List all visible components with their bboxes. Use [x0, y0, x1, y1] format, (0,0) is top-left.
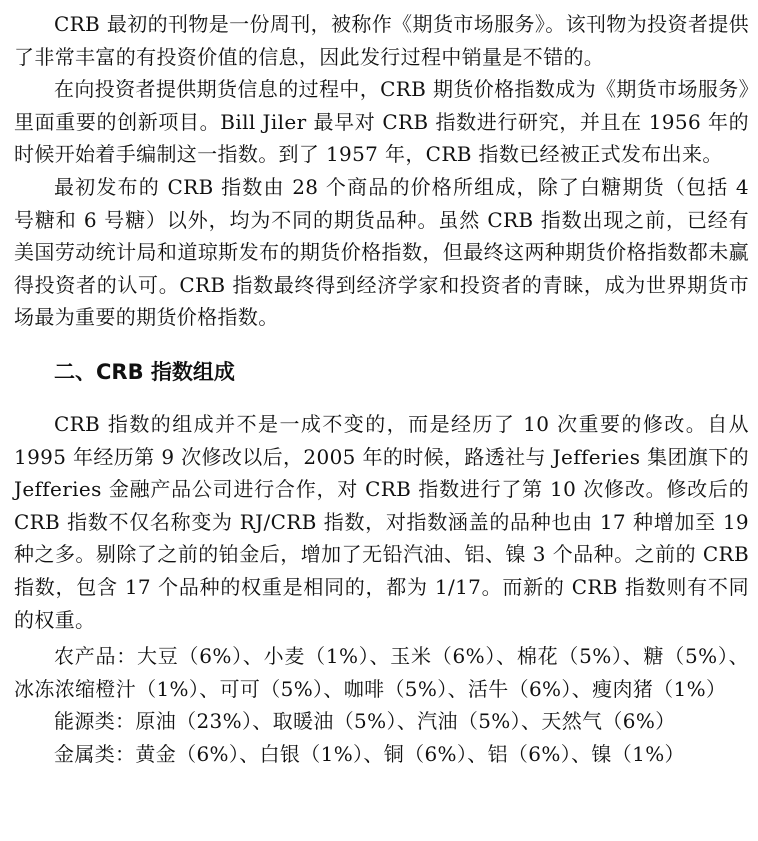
spacer	[14, 388, 749, 408]
section-heading: 二、CRB 指数组成	[54, 359, 235, 384]
weights-agriculture: 农产品：大豆（6%）、小麦（1%）、玉米（6%）、棉花（5%）、糖（5%）、冰冻浓缩橙汁（1%）、可可（5%）、咖啡（5%）、活牛（6%）、瘦肉猪（1%）	[14, 644, 749, 701]
paragraph-crb-revisions: CRB 指数的组成并不是一成不变的，而是经历了 10 次重要的修改。自从 1995 年经历第 9 次修改以后，2005 年的时候，路透社与 Jefferies 集团旗下的 Jefferies 金融产品公司进行合作，对 CRB 指数进行了第 10 次修改。修改后的 CRB 指数不仅名称变为 RJ/CRB 指数，对指数涵盖的品种也由 17 种增加至 19 种之多。剔除了之前的铂金后，增加了无铅汽油、铝、镍 3 个品种。之前的 CRB 指数，包含 17 个品种的权重是相同的，都为 1/17。而新的 CRB 指数则有不同的权重。	[14, 411, 749, 632]
paragraph-crb-weekly: CRB 最初的刊物是一份周刊，被称作《期货市场服务》。该刊物为投资者提供了非常丰富的有投资价值的信息，因此发行过程中销量是不错的。	[14, 12, 749, 69]
weights-metals: 金属类：黄金（6%）、白银（1%）、铜（6%）、铝（6%）、镍（1%）	[54, 741, 685, 766]
weights-energy: 能源类：原油（23%）、取暖油（5%）、汽油（5%）、天然气（6%）	[54, 709, 676, 734]
paragraph-crb-initial-composition: 最初发布的 CRB 指数由 28 个商品的价格所组成，除了白糖期货（包括 4 号糖和 6 号糖）以外，均为不同的期货品种。虽然 CRB 指数出现之前，已经有美国劳动统计局和道琼斯发布的期货价格指数，但最终这两种期货价格指数都未赢得投资者的认可。CRB 指数最终得到经济学家和投资者的青睐，成为世界期货市场最为重要的期货价格指数。	[14, 174, 749, 330]
paragraph-crb-index-origin: 在向投资者提供期货信息的过程中，CRB 期货价格指数成为《期货市场服务》里面重要的创新项目。Bill Jiler 最早对 CRB 指数进行研究，并且在 1956 年的时候开始着手编制这一指数。到了 1957 年，CRB 指数已经被正式发布出来。	[14, 77, 749, 167]
spacer	[14, 334, 749, 356]
document-page	[14, 8, 749, 770]
